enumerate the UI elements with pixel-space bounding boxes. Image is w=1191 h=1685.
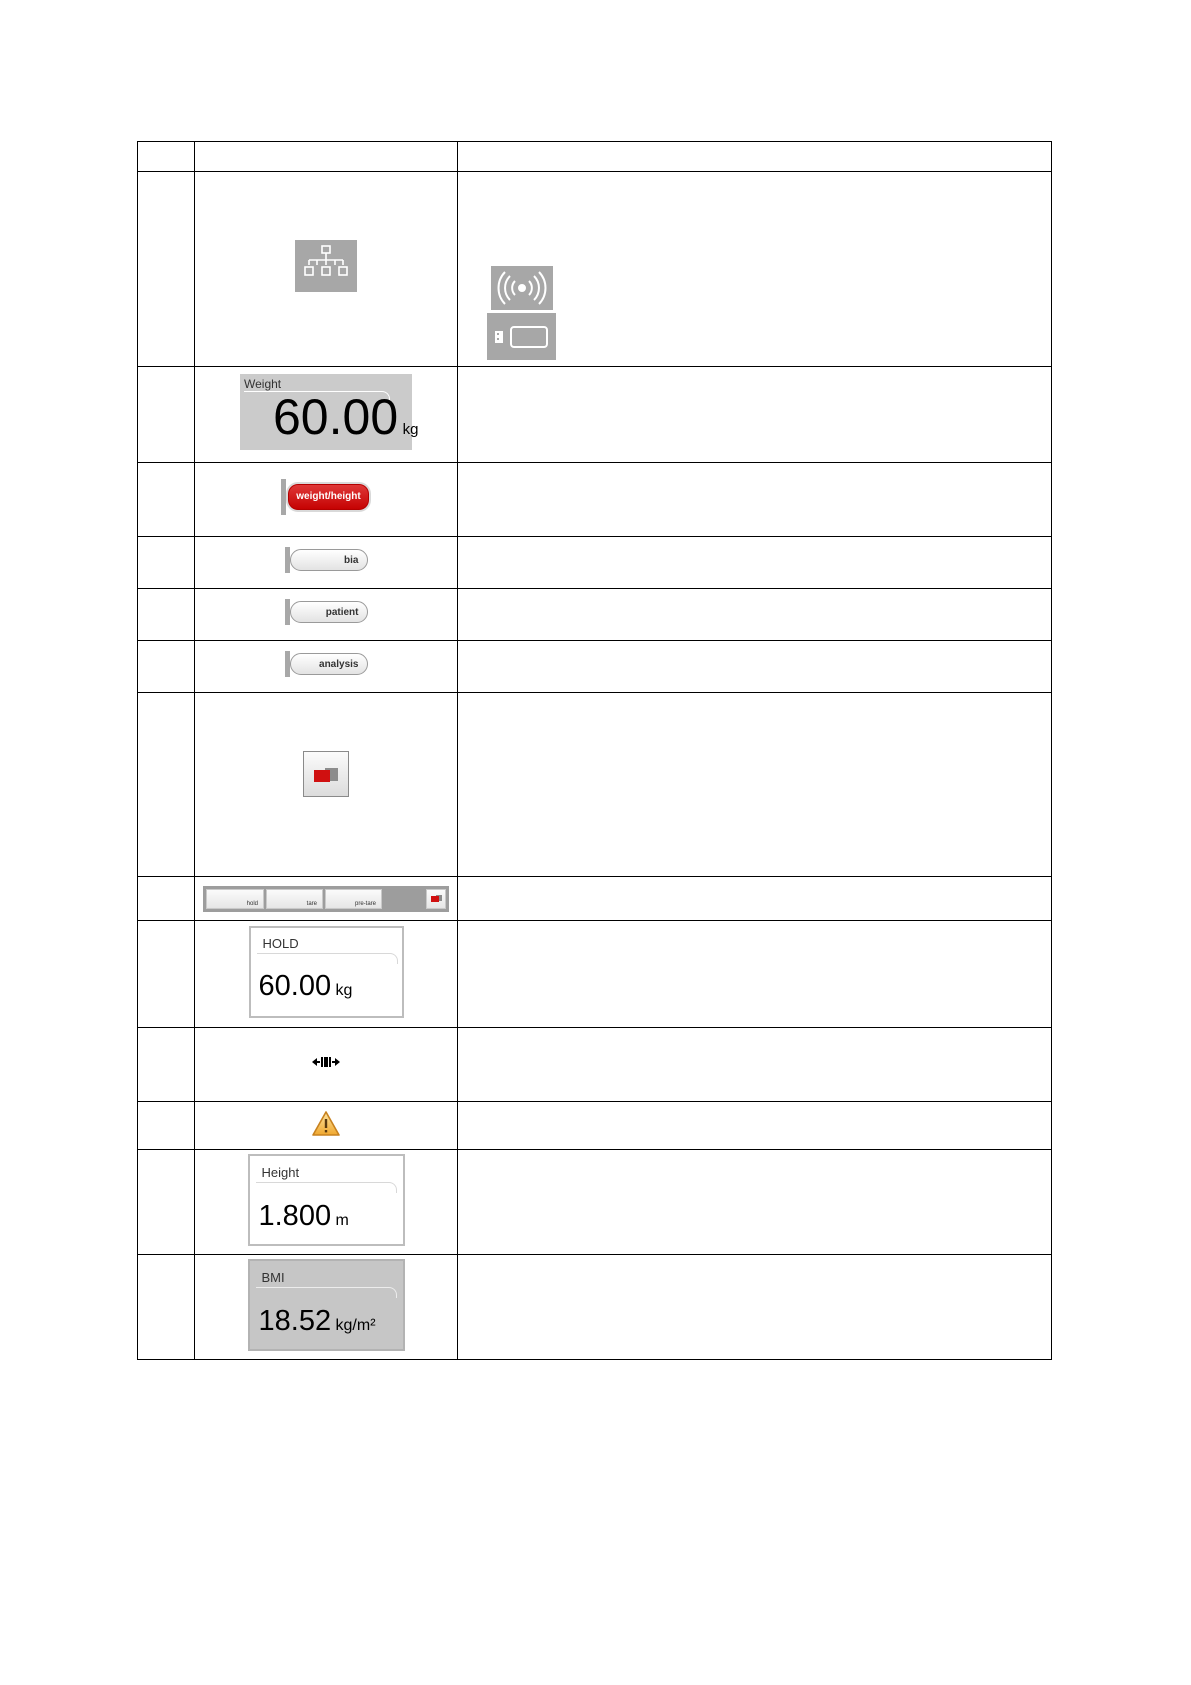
- hold-button: hold: [206, 889, 264, 909]
- weight-height-button: weight/height: [286, 482, 371, 512]
- symbol-table: [137, 141, 1052, 1360]
- description-cell: [458, 921, 1052, 1028]
- analysis-button-example: [285, 651, 368, 677]
- symbol-cell: [195, 693, 458, 877]
- analysis-button: analysis: [290, 653, 368, 675]
- weight-unit: kg: [402, 421, 419, 438]
- row-number-cell: [138, 367, 195, 463]
- table-row: [138, 877, 1052, 921]
- red-flag-icon: [303, 751, 349, 797]
- zero-indicator-icon: [312, 1055, 340, 1074]
- row-number-cell: [138, 589, 195, 641]
- symbol-cell: [195, 1102, 458, 1150]
- symbol-cell: [195, 463, 458, 537]
- hold-label: HOLD: [262, 935, 299, 951]
- row-number-cell: [138, 1028, 195, 1102]
- symbol-cell: [195, 877, 458, 921]
- toolbar-example: [203, 886, 449, 912]
- table-header-row: [138, 142, 1052, 172]
- symbol-cell: [195, 921, 458, 1028]
- row-number-cell: [138, 1255, 195, 1360]
- height-unit: m: [335, 1211, 349, 1229]
- description-cell: [458, 367, 1052, 463]
- header-cell: [138, 142, 195, 172]
- display-divider: [256, 1287, 397, 1298]
- table-row: [138, 367, 1052, 463]
- network-icon: [295, 240, 357, 292]
- description-cell: [458, 589, 1052, 641]
- table-row: [138, 463, 1052, 537]
- description-cell: [458, 693, 1052, 877]
- table-row: [138, 589, 1052, 641]
- weight-value: 60.00: [273, 389, 399, 445]
- button-side-bar: [285, 599, 290, 625]
- pre-tare-button: pre-tare: [325, 889, 382, 909]
- row-number-cell: [138, 693, 195, 877]
- hold-value: 60.00: [258, 969, 332, 1002]
- description-cell: [458, 537, 1052, 589]
- symbol-cell: [195, 537, 458, 589]
- row-number-cell: [138, 172, 195, 367]
- red-flag-icon: [426, 889, 446, 909]
- header-cell: [458, 142, 1052, 172]
- table-row: [138, 1102, 1052, 1150]
- display-divider: [257, 953, 398, 964]
- bia-button-example: [285, 547, 368, 573]
- table-row: [138, 1150, 1052, 1255]
- description-cell: [458, 463, 1052, 537]
- weight-display: [240, 374, 419, 450]
- bmi-label: BMI: [261, 1269, 285, 1285]
- symbol-cell: [195, 641, 458, 693]
- weight-height-button-example: [281, 479, 371, 515]
- patient-button: patient: [290, 601, 368, 623]
- height-label: Height: [261, 1164, 300, 1180]
- button-side-bar: [285, 547, 290, 573]
- description-cell: [458, 1028, 1052, 1102]
- table-row: [138, 641, 1052, 693]
- wireless-signal-icon: [491, 266, 553, 310]
- table-row: [138, 921, 1052, 1028]
- hold-unit: kg: [335, 981, 353, 999]
- symbol-cell: [195, 1255, 458, 1360]
- symbol-cell: [195, 172, 458, 367]
- height-display: [248, 1154, 405, 1246]
- symbol-cell: [195, 1028, 458, 1102]
- description-cell: [458, 641, 1052, 693]
- bmi-unit: kg/m²: [335, 1316, 376, 1334]
- description-cell: [458, 1255, 1052, 1360]
- bmi-display: [248, 1259, 405, 1351]
- bia-button: bia: [290, 549, 368, 571]
- table-row: [138, 537, 1052, 589]
- table-row: [138, 693, 1052, 877]
- row-number-cell: [138, 1150, 195, 1255]
- row-number-cell: [138, 641, 195, 693]
- table-row: [138, 1255, 1052, 1360]
- bmi-value: 18.52: [258, 1304, 332, 1337]
- row-number-cell: [138, 877, 195, 921]
- symbol-cell: [195, 589, 458, 641]
- patient-button-example: [285, 599, 368, 625]
- row-number-cell: [138, 537, 195, 589]
- description-cell: [458, 172, 1052, 367]
- row-number-cell: [138, 463, 195, 537]
- description-cell: [458, 1102, 1052, 1150]
- table-row: [138, 1028, 1052, 1102]
- description-cell: [458, 877, 1052, 921]
- symbol-cell: [195, 367, 458, 463]
- weight-label: Weight: [244, 377, 282, 391]
- row-number-cell: [138, 921, 195, 1028]
- row-number-cell: [138, 1102, 195, 1150]
- header-cell: [195, 142, 458, 172]
- display-divider: [256, 1182, 397, 1193]
- warning-icon: [311, 1110, 341, 1142]
- tare-button: tare: [266, 889, 323, 909]
- button-side-bar: [285, 651, 290, 677]
- description-cell: [458, 1150, 1052, 1255]
- symbol-cell: [195, 1150, 458, 1255]
- height-value: 1.800: [258, 1199, 332, 1232]
- usb-stick-icon: [487, 313, 556, 360]
- hold-display: [249, 926, 404, 1018]
- table-row: [138, 172, 1052, 367]
